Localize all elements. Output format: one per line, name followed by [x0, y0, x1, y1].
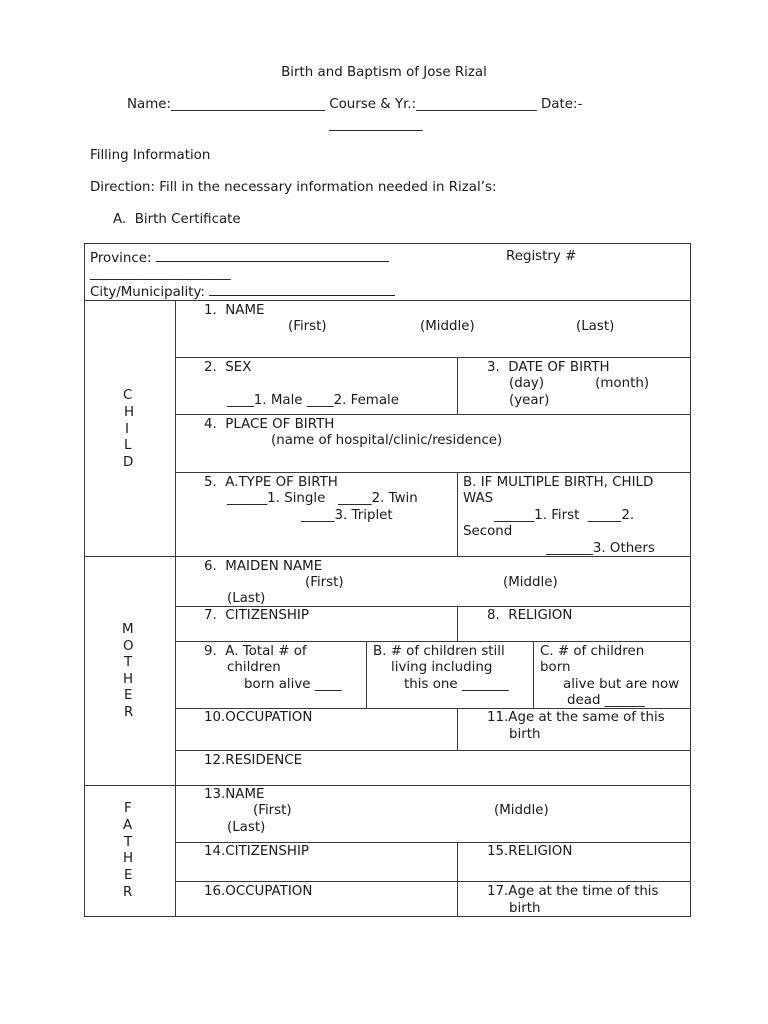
child-first-label: (First) — [288, 319, 327, 334]
total-children-label-2: children — [227, 660, 281, 675]
type-of-birth-label: 5. A.TYPE OF BIRTH — [204, 475, 338, 490]
section-a-heading: A. Birth Certificate — [113, 212, 241, 227]
dob-day-month: (day) (month) — [509, 376, 650, 391]
multiple-birth-others[interactable]: _______3. Others — [546, 541, 655, 556]
children-dead-label: C. # of children — [540, 644, 645, 659]
children-living-label: B. # of children still — [373, 644, 505, 659]
total-children-label: 9. A. Total # of — [204, 644, 307, 659]
student-info-line: Name:_______________________ Course & Yr.:__________________ Date:- — [127, 97, 583, 112]
type-of-birth-triplet[interactable]: _____3. Triplet — [301, 508, 393, 523]
maiden-name-label: 6. MAIDEN NAME — [204, 559, 323, 574]
father-name-label: 13.NAME — [204, 787, 265, 802]
province-field[interactable] — [156, 248, 389, 262]
direction-text: Direction: Fill in the necessary information needed in Rizal’s: — [90, 180, 497, 195]
born-alive-field[interactable]: born alive ____ — [244, 677, 342, 692]
province-label: Province: — [90, 248, 389, 267]
place-of-birth-label: 4. PLACE OF BIRTH — [204, 417, 335, 432]
father-first-label: (First) — [253, 803, 292, 818]
multiple-birth-first-second[interactable]: ______1. First _____2. — [494, 508, 635, 523]
child-name-label: 1. NAME — [204, 303, 265, 318]
registry-field[interactable]: _____________________ — [90, 266, 231, 281]
multiple-birth-label: B. IF MULTIPLE BIRTH, CHILD — [463, 475, 654, 490]
multiple-birth-second: Second — [463, 524, 513, 539]
child-middle-label: (Middle) — [420, 319, 475, 334]
multiple-birth-label-2: WAS — [463, 491, 494, 506]
filling-information-heading: Filling Information — [90, 148, 211, 163]
date-blank: ______________ — [329, 117, 423, 132]
father-age-label: 17.Age at the time of this — [487, 884, 659, 899]
mother-occupation-label: 10.OCCUPATION — [204, 710, 313, 725]
children-dead-label-3: alive but are now — [563, 677, 680, 692]
sex-label: 2. SEX — [204, 360, 252, 375]
dob-label: 3. DATE OF BIRTH — [487, 360, 610, 375]
child-last-label: (Last) — [576, 319, 615, 334]
father-age-label-2: birth — [509, 901, 541, 916]
father-occupation-label: 16.OCCUPATION — [204, 884, 313, 899]
mother-citizenship-label: 7. CITIZENSHIP — [204, 608, 309, 623]
father-middle-label: (Middle) — [494, 803, 549, 818]
father-last-label: (Last) — [227, 820, 266, 835]
father-religion-label: 15.RELIGION — [487, 844, 573, 859]
type-of-birth-options[interactable]: ______1. Single _____2. Twin — [227, 491, 418, 506]
place-of-birth-hint: (name of hospital/clinic/residence) — [271, 433, 503, 448]
mother-middle-label: (Middle) — [503, 575, 558, 590]
mother-religion-label: 8. RELIGION — [487, 608, 573, 623]
children-living-label-2: living including — [391, 660, 493, 675]
children-dead-label-2: born — [540, 660, 571, 675]
mother-last-label: (Last) — [227, 591, 266, 606]
dob-year: (year) — [509, 393, 550, 408]
mother-residence-label: 12.RESIDENCE — [204, 753, 303, 768]
sex-options[interactable]: ____1. Male ____2. Female — [227, 393, 400, 408]
document-title: Birth and Baptism of Jose Rizal — [281, 65, 487, 80]
father-citizenship-label: 14.CITIZENSHIP — [204, 844, 309, 859]
children-living-field[interactable]: this one _______ — [404, 677, 509, 692]
mother-first-label: (First) — [305, 575, 344, 590]
mother-age-label-2: birth — [509, 727, 541, 742]
city-field[interactable] — [209, 282, 395, 296]
city-label: City/Municipality: — [90, 282, 395, 301]
mother-age-label: 11.Age at the same of this — [487, 710, 665, 725]
children-dead-field[interactable]: dead ______ — [567, 693, 645, 708]
registry-label: Registry # — [506, 249, 577, 264]
